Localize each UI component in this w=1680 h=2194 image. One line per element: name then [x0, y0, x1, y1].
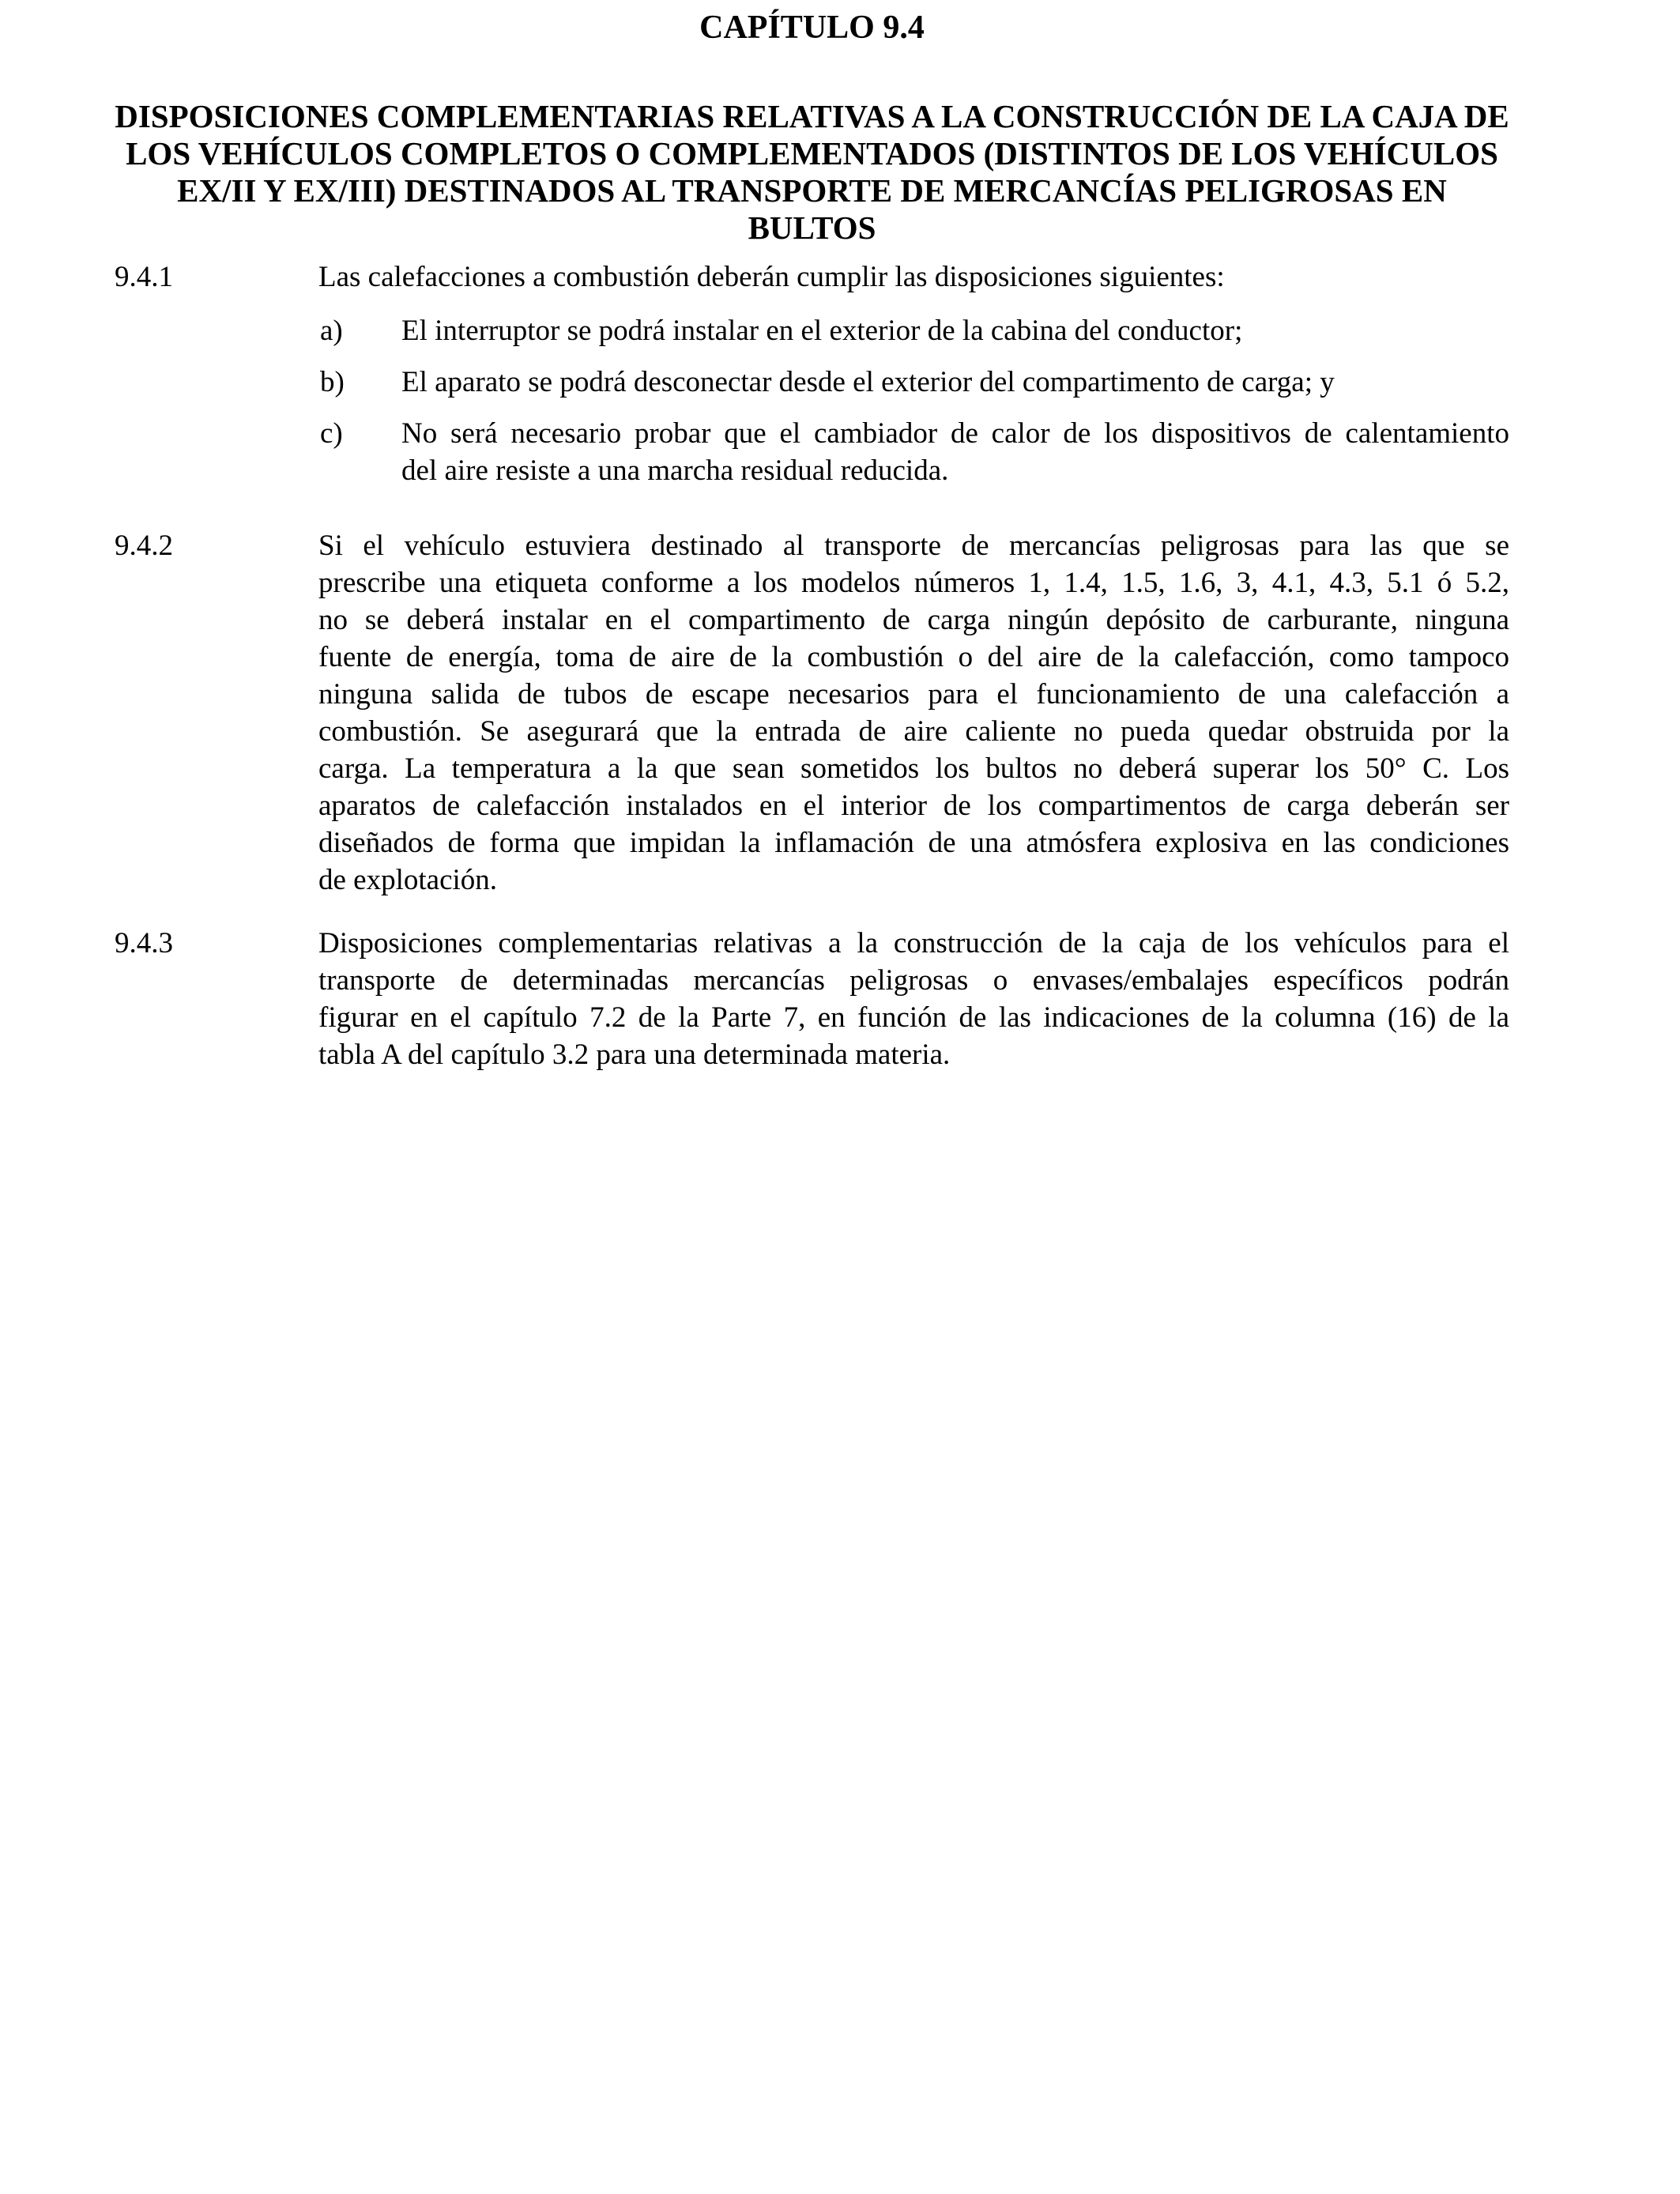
- section-intro-text: Las calefacciones a combustión deberán cumplir las disposiciones siguientes:: [318, 261, 1225, 293]
- text-line: No será necesario probar que el cambiador de calor de los dispositivos de calentamiento: [401, 417, 1509, 450]
- item-text: [401, 364, 1509, 401]
- text-line: ninguna salida de tubos de escape necesarios para el funcionamiento de una calefacción a: [318, 678, 1509, 711]
- text-line: El aparato se podrá desconectar desde el exterior del compartimento de carga; y: [401, 366, 1335, 398]
- text-line: carga. La temperatura a la que sean sometidos los bultos no deberá superar los 50° C. Los: [318, 752, 1509, 785]
- text-line: no se deberá instalar en el compartimento de carga ningún depósito de carburante, ninguna: [318, 604, 1509, 636]
- text-line: Si el vehículo estuviera destinado al transporte de mercancías peligrosas para las que se: [318, 530, 1509, 562]
- text-line: fuente de energía, toma de aire de la combustión o del aire de la calefacción, como tampoco: [318, 641, 1509, 673]
- text-line: DISPOSICIONES COMPLEMENTARIAS RELATIVAS A LA CONSTRUCCIÓN DE LA CAJA DE: [115, 98, 1509, 134]
- text-line: diseñados de forma que impidan la inflamación de una atmósfera explosiva en las condiciones: [318, 827, 1509, 859]
- text-line: de explotación.: [318, 864, 498, 896]
- section-number: 9.4.3: [115, 927, 173, 959]
- text-line: tabla A del capítulo 3.2 para una determinada materia.: [318, 1039, 951, 1071]
- section-9-4-1: [115, 258, 1509, 296]
- item-text: [401, 312, 1509, 349]
- section-paragraph: [318, 925, 1509, 1073]
- text-line: aparatos de calefacción instalados en el interior de los compartimentos de carga deberán ser: [318, 790, 1509, 822]
- text-line: El interruptor se podrá instalar en el exterior de la cabina del conductor;: [401, 315, 1243, 347]
- section-number: 9.4.2: [115, 530, 173, 562]
- text-line: prescribe una etiqueta conforme a los modelos números 1, 1.4, 1.5, 1.6, 3, 4.1, 4.3, 5.1 ó 5.2,: [318, 567, 1509, 599]
- text-line: combustión. Se asegurará que la entrada de aire caliente no pueda quedar obstruida por la: [318, 715, 1509, 748]
- text-line: Disposiciones complementarias relativas a la construcción de la caja de los vehículos para el: [318, 927, 1509, 959]
- chapter-title: CAPÍTULO 9.4: [699, 9, 925, 46]
- text-line: EX/II Y EX/III) DESTINADOS AL TRANSPORTE DE MERCANCÍAS PELIGROSAS EN BULTOS: [177, 172, 1447, 246]
- list-item-b: [115, 364, 1509, 401]
- section-9-4-3: [115, 925, 1509, 1073]
- text-line: figurar en el capítulo 7.2 de la Parte 7, en función de las indicaciones de la columna (16) de la: [318, 1001, 1509, 1034]
- item-text: [401, 415, 1509, 489]
- section-number: 9.4.1: [115, 261, 173, 293]
- section-9-4-2: [115, 527, 1509, 899]
- text-line: del aire resiste a una marcha residual reducida.: [401, 454, 949, 487]
- item-letter: c): [320, 417, 343, 450]
- text-line: LOS VEHÍCULOS COMPLETOS O COMPLEMENTADOS (DISTINTOS DE LOS VEHÍCULOS: [126, 135, 1498, 172]
- list-item-c: [115, 415, 1509, 489]
- section-paragraph: [318, 527, 1509, 899]
- list-item-a: [115, 312, 1509, 349]
- item-letter: a): [320, 315, 343, 347]
- chapter-heading: [115, 98, 1509, 247]
- text-line: transporte de determinadas mercancías peligrosas o envases/embalajes específicos podrán: [318, 964, 1509, 997]
- item-letter: b): [320, 366, 345, 398]
